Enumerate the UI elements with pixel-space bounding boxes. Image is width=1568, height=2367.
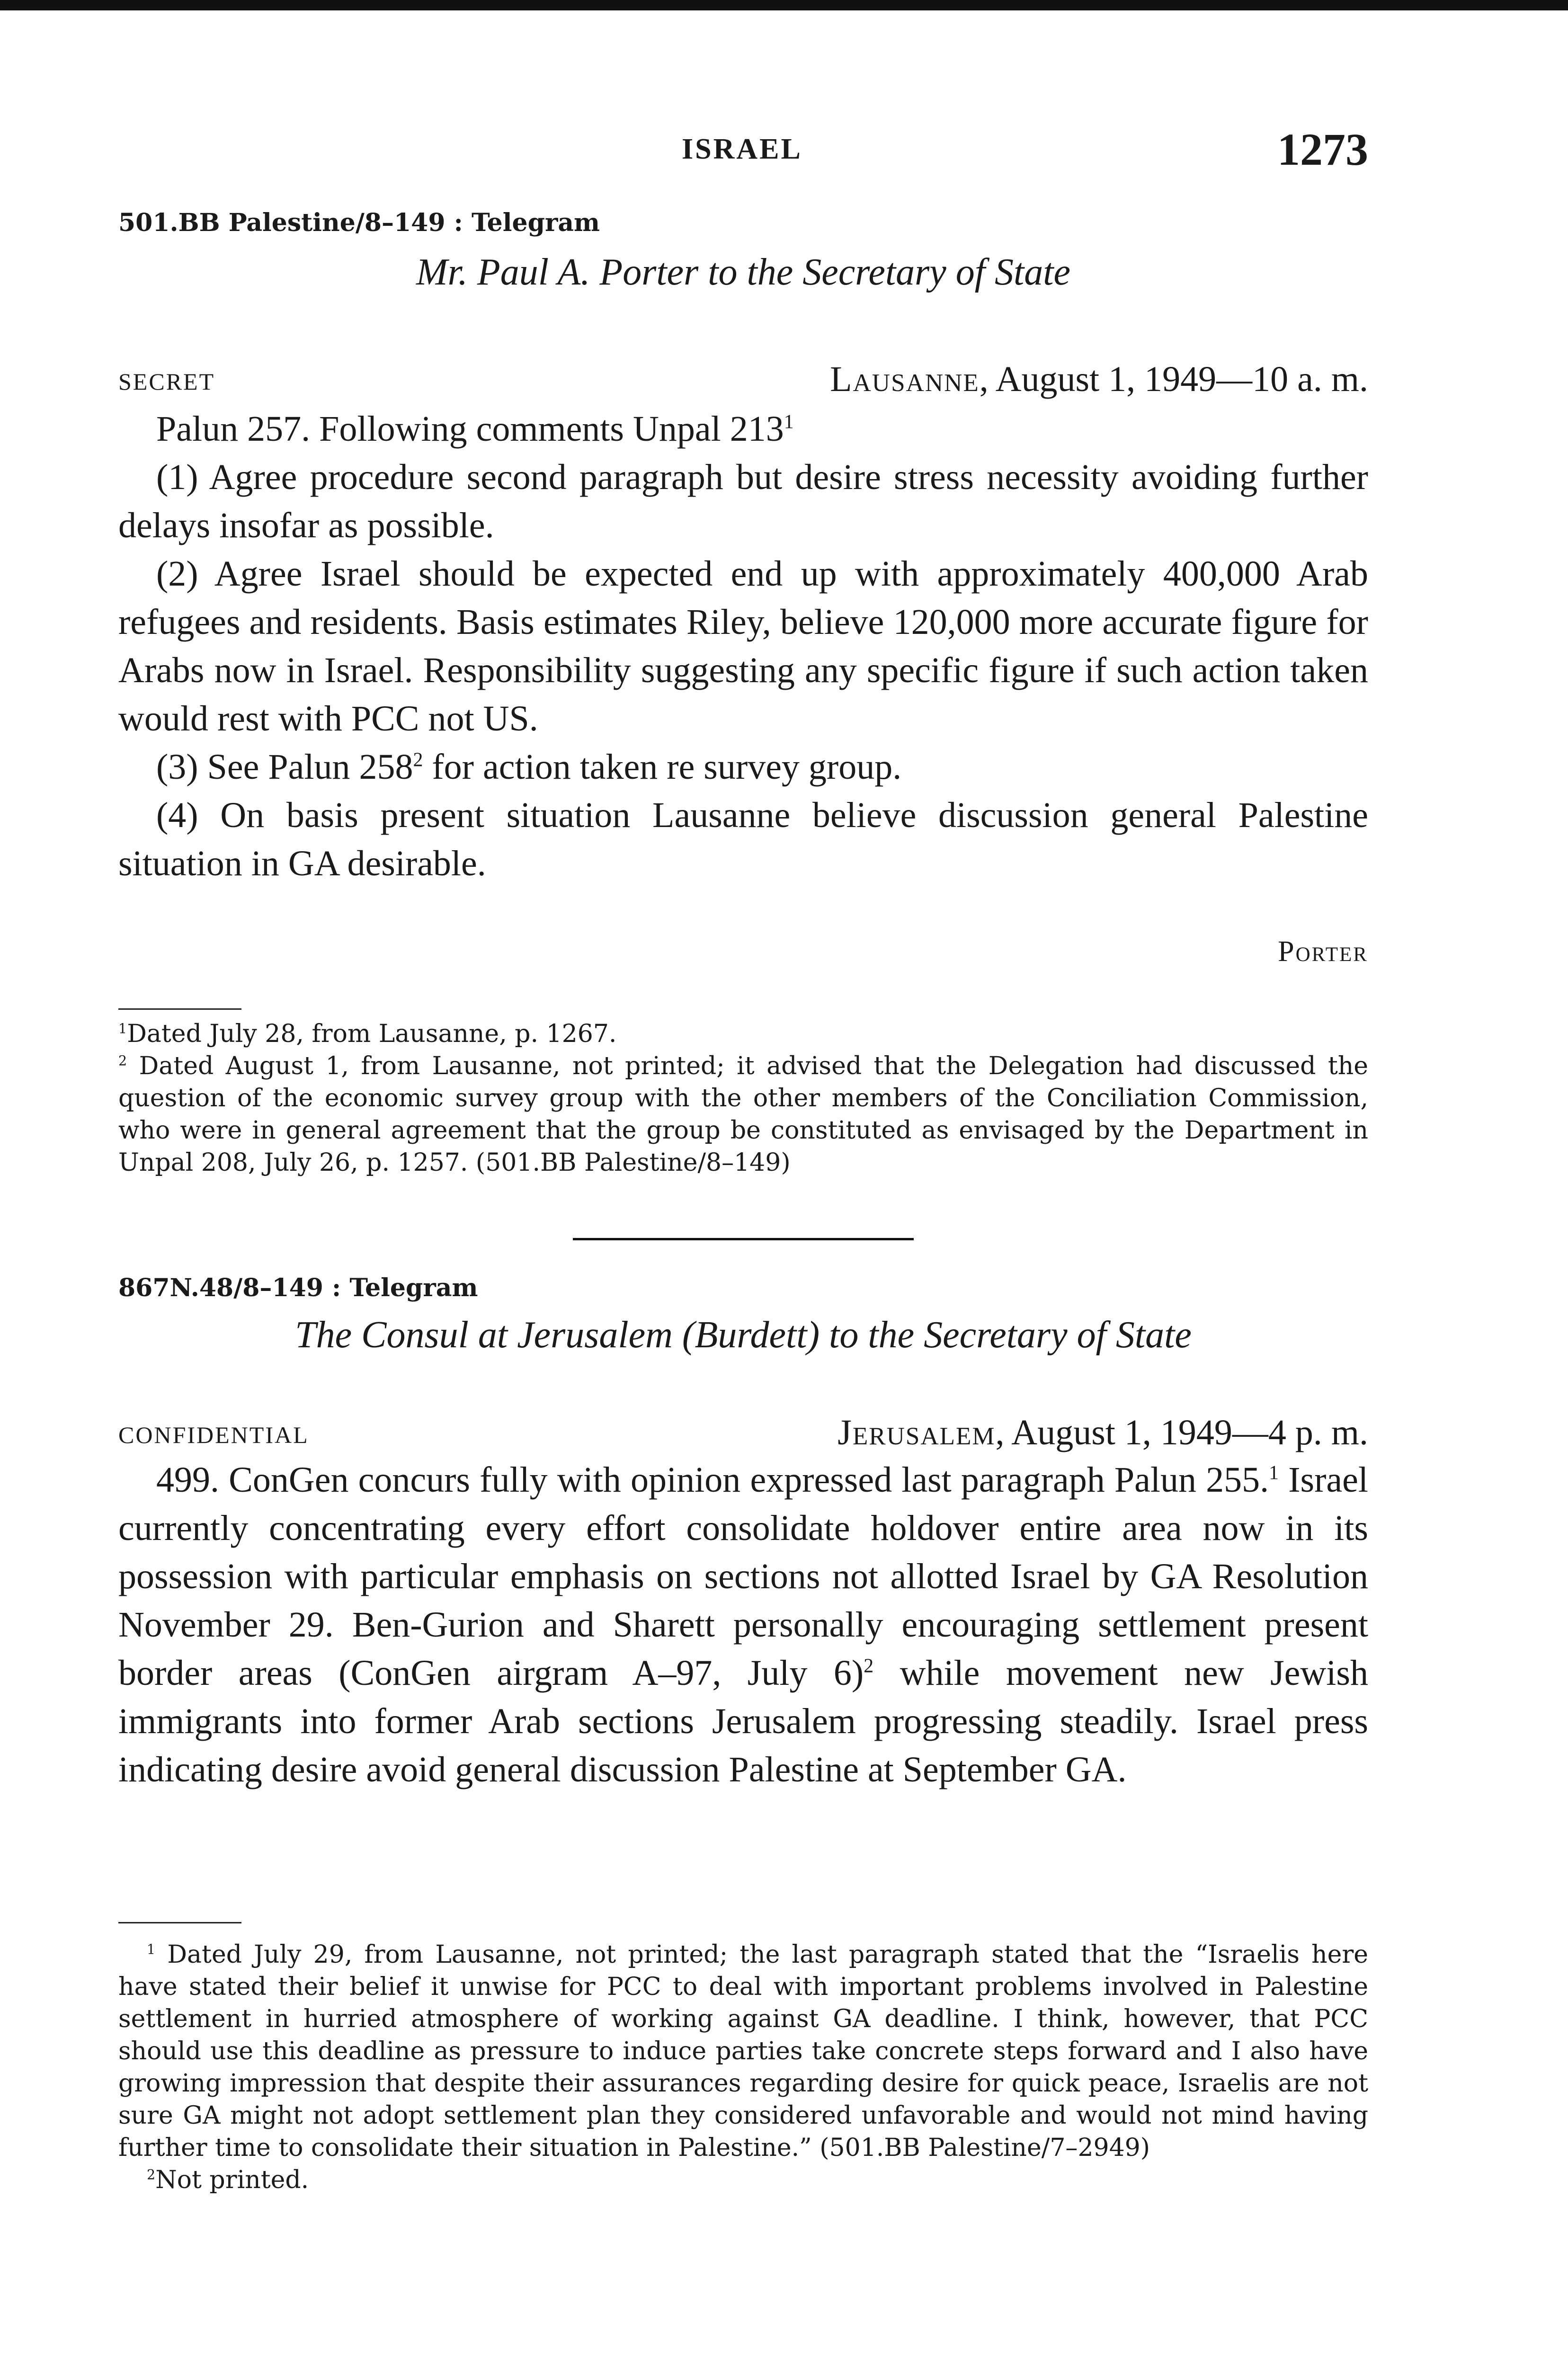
footnote-mark: 1 bbox=[118, 1020, 127, 1037]
doc2-body bbox=[118, 1456, 1368, 1794]
doc1-title-block bbox=[118, 251, 1368, 294]
doc1-signature: Porter bbox=[1278, 935, 1368, 968]
page-number: 1273 bbox=[1277, 124, 1368, 175]
section-separator bbox=[573, 1238, 914, 1240]
footnote-mark: 2 bbox=[147, 2166, 156, 2183]
top-border bbox=[0, 0, 1568, 10]
footnote-ref: 2 bbox=[864, 1655, 874, 1677]
doc2-title: The Consul at Jerusalem (Burdett) to the Secretary of State bbox=[295, 1314, 1192, 1356]
doc1-classification: SECRET bbox=[118, 368, 215, 395]
running-head bbox=[118, 123, 1368, 175]
footnote: $^2$Not printed. bbox=[147, 2166, 309, 2194]
doc2-classification: CONFIDENTIAL bbox=[118, 1422, 309, 1448]
doc1-file-number: 501.BB Palestine/8–149 : Telegram bbox=[118, 208, 600, 237]
footnote: $^2$ Dated August 1, from Lausanne, not printed; it advised that the Delegation had discussed the question of the economic survey group with the other members of the Conciliation Commission, who were in general agreement that the group be constituted as envisaged by the Department in Unpal 208, July 26, p. 1257. (501.BB Palestine/8–149) bbox=[118, 1052, 1369, 1177]
doc2-footnote-rule bbox=[118, 1922, 241, 1923]
footnote-ref: 1 bbox=[784, 411, 794, 433]
doc2-footnote-rule-block bbox=[118, 1922, 1368, 1923]
footnote-mark: 2 bbox=[118, 1052, 127, 1069]
doc2-footnotes bbox=[118, 1939, 1368, 2196]
doc1-footnote-rule bbox=[118, 1008, 241, 1010]
doc1-paragraph: (3) See Palun $258^2$ for action taken re survey group. bbox=[156, 747, 902, 787]
doc2-place: Jerusalem bbox=[837, 1413, 996, 1452]
doc2-title-block bbox=[118, 1314, 1368, 1357]
footnote: $^1$Dated July 28, from Lausanne, p. 1267. bbox=[118, 1020, 617, 1048]
doc1-paragraph: Palun 257. Following comments Unpal $213^1$ bbox=[156, 409, 794, 449]
doc1-place: Lausanne bbox=[830, 359, 980, 399]
doc1-place-date bbox=[830, 359, 1368, 400]
footnote-ref: 2 bbox=[413, 749, 423, 771]
doc1-footnote-rule-block bbox=[118, 1008, 1368, 1010]
doc2-file-number: 867N.48/8–149 : Telegram bbox=[118, 1273, 478, 1302]
doc1-date: , August 1, 1949—10 a. m. bbox=[979, 359, 1368, 399]
doc2-date: , August 1, 1949—4 p. m. bbox=[995, 1413, 1368, 1452]
doc1-file-number-block bbox=[118, 208, 1368, 237]
footnote-ref: 1 bbox=[1269, 1462, 1279, 1484]
doc1-footnotes bbox=[118, 1018, 1368, 1179]
doc2-paragraph: 499. ConGen concurs fully with opinion expressed last paragraph Palun 255.$^1$ Israel currently concentrating every effort consolidate holdover entire area now in its possession with particular emphasis on sections not allotted Israel by GA Resolution November 29. Ben-Gurion and Sharett personally encouraging settlement present border areas (ConGen airgram A–97, July 6)$^2$ while movement new Jewish immigrants into former Arab sections Jerusalem progressing steadily. Israel press indicating desire avoid general discussion Palestine at September GA. bbox=[118, 1460, 1369, 1789]
doc1-paragraph: (4) On basis present situation Lausanne believe discussion general Palestine situation in GA desirable. bbox=[118, 795, 1368, 883]
doc2-dateline bbox=[118, 1401, 1368, 1453]
doc1-paragraph: (2) Agree Israel should be expected end up with approximately 400,000 Arab refugees and residents. Basis estimates Riley, believe 120,000 more accurate figure for Arabs now in Israel. Responsibility suggesting any specific figure if such action taken would rest with PCC not US. bbox=[118, 554, 1368, 739]
doc1-body bbox=[118, 405, 1368, 888]
running-head-title: ISRAEL bbox=[682, 133, 802, 165]
doc1-signature-block bbox=[118, 935, 1368, 969]
doc2-file-number-block bbox=[118, 1273, 1368, 1302]
doc1-title: Mr. Paul A. Porter to the Secretary of State bbox=[416, 251, 1070, 293]
doc1-dateline bbox=[118, 348, 1368, 400]
footnote: $^1$ Dated July 29, from Lausanne, not printed; the last paragraph stated that the “Israelis here have stated their belief it unwise for PCC to deal with important problems involved in Palestine settlement in hurried atmosphere of working against GA deadline. I think, however, that PCC should use this deadline as pressure to induce parties take concrete steps forward and I also have growing impression that despite their assurances regarding desire for quick peace, Israelis are not sure GA might not adopt settlement plan they considered unfavorable and would not mind having further time to consolidate their situation in Palestine.” (501.BB Palestine/7–2949) bbox=[118, 1940, 1369, 2162]
footnote-mark: 1 bbox=[147, 1941, 156, 1958]
doc1-paragraph: (1) Agree procedure second paragraph but desire stress necessity avoiding further delays insofar as possible. bbox=[118, 457, 1368, 545]
doc2-place-date bbox=[837, 1412, 1368, 1453]
